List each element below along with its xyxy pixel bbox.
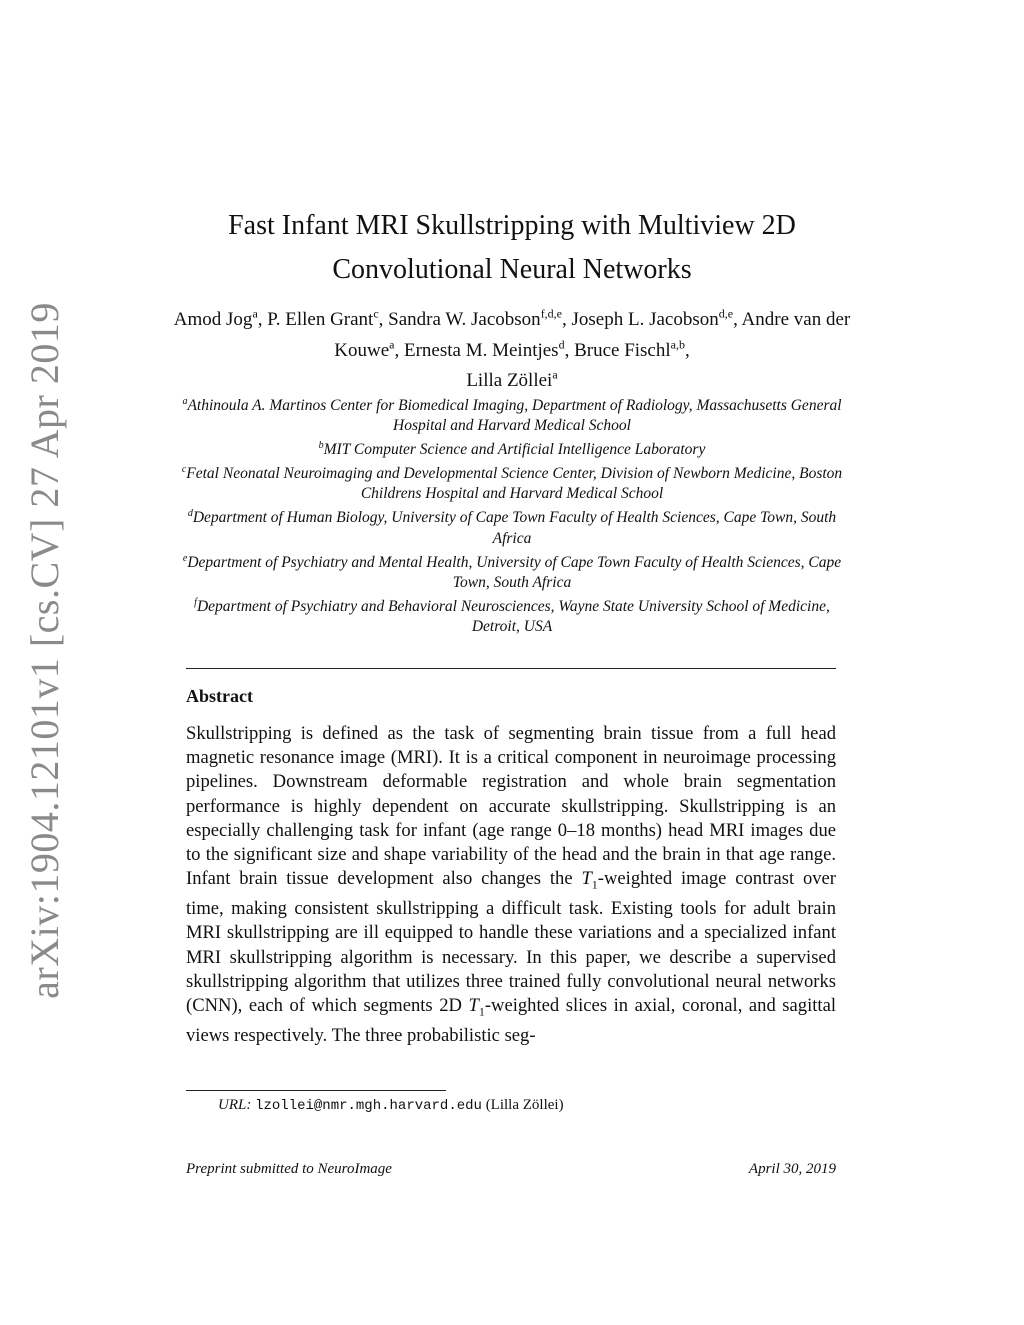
affiliation: $^c$Fetal Neonatal Neuroimaging and Developmental Science Center, Division of Newborn Medicine, Boston Childrens Hospital and Harvard Medical School [181,464,843,503]
affiliation: $^a$Athinoula A. Martinos Center for Biomedical Imaging, Department of Radiology, Massachusetts General Hospital and Harvard Medical School [182,396,842,435]
author: Amod Jog$^a$, [173,307,268,331]
affiliations [170,392,854,637]
footer-preprint: Preprint submitted to NeuroImage [186,1161,392,1177]
abstract-top-rule [186,668,836,669]
abstract-heading: Abstract [186,686,253,706]
author-list [170,302,854,393]
footnote-rule [186,1090,446,1091]
footnote-name: (Lilla Zöllei) [485,1097,564,1113]
abstract-body: Skullstripping is defined as the task of segmenting brain tissue from a full head magnetic resonance image (MRI). It is a critical component in neuroimage processing pipelines. Downstream deformable registration and whole brain segmentation performance is highly dependent on accurate skullstripping. Skullstripping is an especially challenging task for infant (age range 0–18 months) head MRI images due to the significant size and shape variability of the head and the brain in that age range. Infant brain tissue development also changes the $T_1$-weighted image contrast over time, making consistent skullstripping a difficult task. Existing tools for adult brain MRI skullstripping are ill equipped to handle these variations and a specialized infant MRI skullstripping algorithm is necessary. In this paper, we describe a supervised skullstripping algorithm that utilizes three trained fully convolutional neural networks (CNN), each of which segments 2D $T_1$-weighted slices in axial, coronal, and sagittal views respectively. The three probabilistic seg- [186,723,836,1046]
author: Lilla Zöllei$^a$ [466,367,558,391]
arxiv-stamp [20,301,68,999]
footnote [218,1097,564,1114]
affiliation: $^b$MIT Computer Science and Artificial Intelligence Laboratory [318,440,706,459]
title-line-2: Convolutional Neural Networks [332,254,692,285]
email-link[interactable]: lzollei@nmr.mgh.harvard.edu [255,1098,482,1114]
author: Sandra W. Jacobson$^{f,d,e}$, [388,307,572,331]
author: P. Ellen Grant$^c$, [267,307,389,331]
title-line-1: Fast Infant MRI Skullstripping with Multiview 2D [228,210,796,241]
author: Joseph L. Jacobson$^{d,e}$, [571,307,742,331]
author: Andre van der Kouwe$^a$, [334,309,851,361]
affiliation: $^e$Department of Psychiatry and Mental Health, University of Cape Town Faculty of Health Sciences, Cape Town, South Africa [182,552,842,591]
author: Bruce Fischl$^{a,b}$, [574,337,690,361]
arxiv-stamp-text: arXiv:1904.12101v1 [cs.CV] 27 Apr 2019 [21,301,67,999]
affiliation: $^d$Department of Human Biology, University of Cape Town Faculty of Health Sciences, Cape Town, South Africa [187,508,837,547]
author: Ernesta M. Meintjes$^d$, [403,337,575,361]
paper-title [180,204,844,292]
footnote-label: URL: [218,1097,252,1113]
footer-date: April 30, 2019 [748,1161,836,1177]
affiliation: $^f$Department of Psychiatry and Behavioral Neurosciences, Wayne State University School of Medicine, Detroit, USA [194,596,830,635]
